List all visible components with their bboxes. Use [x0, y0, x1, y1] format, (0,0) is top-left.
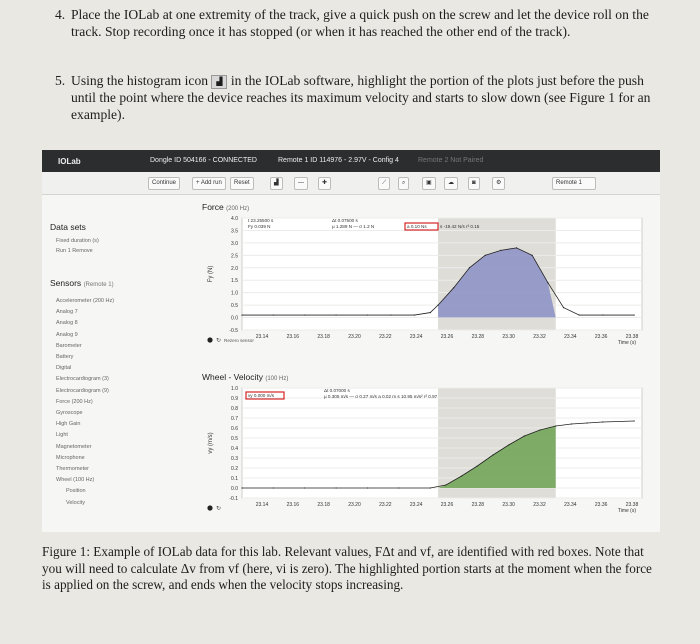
- caption-text: Example of IOLab data for this lab. Relevant values, FΔt and vf, are identified with red boxes. Note that you will need to calculate Δv from vf (here, vi is zero). The highlighted portion starts at the moment when the force is applied on the screw, and ends when the velocity stops increasing.: [42, 544, 652, 592]
- sensor-item[interactable]: Magnetometer: [56, 443, 92, 450]
- step-5: [55, 72, 665, 123]
- x-tick-label: 23.16: [286, 502, 300, 508]
- add-run-button[interactable]: + Add run: [192, 177, 226, 190]
- sensor-item[interactable]: Battery: [56, 354, 74, 360]
- data-point: [634, 314, 635, 315]
- sensor-item[interactable]: Gyroscope: [56, 410, 83, 416]
- data-point: [453, 287, 454, 288]
- x-tick-label: 23.18: [317, 502, 330, 508]
- sensor-item[interactable]: Barometer: [56, 342, 82, 349]
- data-point: [555, 425, 556, 426]
- data-point: [336, 314, 337, 315]
- data-point: [586, 422, 587, 423]
- sidebar: [42, 194, 192, 532]
- force-chart[interactable]: [202, 210, 652, 350]
- data-point: [273, 314, 274, 315]
- x-tick-label: 23.14: [255, 334, 269, 340]
- data-point: [532, 255, 533, 256]
- data-point: [367, 487, 368, 488]
- y-tick-label: 0.3: [231, 456, 238, 462]
- y-axis-label: Fy (N): [208, 265, 214, 283]
- x-tick-label: 23.30: [502, 502, 515, 508]
- app-toolbar: [42, 172, 660, 195]
- x-tick-label: 23.32: [533, 502, 546, 508]
- y-tick-label: 0.9: [231, 396, 238, 402]
- data-point: [304, 314, 305, 315]
- y-tick-label: 2.0: [231, 265, 238, 272]
- sensor-item[interactable]: Microphone: [56, 454, 85, 461]
- data-point: [563, 307, 564, 308]
- step-5-text-after: in the IOLab software, highlight the portion of the plots just before the push until the point where the device reaches its maximum velocity and starts to slow down (see Figure 1 for an example).: [71, 73, 651, 122]
- histogram-tool-icon[interactable]: ▟: [270, 177, 283, 190]
- x-tick-label: 23.22: [379, 334, 392, 340]
- data-point: [241, 487, 242, 488]
- step-5-number: 5.: [55, 73, 66, 88]
- data-point: [508, 444, 509, 445]
- velocity-title: Wheel - Velocity (100 Hz): [202, 372, 289, 382]
- data-point: [445, 484, 446, 485]
- sensor-item[interactable]: Accelerometer (200 Hz): [56, 298, 115, 304]
- y-tick-label: 0.5: [231, 436, 238, 442]
- x-tick-label: 23.24: [409, 502, 423, 508]
- remote2-status: Remote 2 Not Paired: [418, 157, 484, 164]
- zoom-icon[interactable]: ⌕: [398, 177, 409, 190]
- x-tick-label: 23.34: [564, 502, 577, 508]
- data-point: [485, 255, 486, 256]
- sensor-item[interactable]: Thermometer: [56, 466, 90, 472]
- data-point: [602, 314, 603, 315]
- y-tick-label: -0.5: [229, 328, 238, 334]
- sensor-item[interactable]: Force (200 Hz): [56, 398, 93, 405]
- data-point: [492, 454, 493, 455]
- data-point: [547, 282, 548, 283]
- x-tick-label: 23.36: [594, 502, 608, 508]
- x-tick-label: 23.14: [255, 502, 269, 508]
- histogram-icon: ▟: [211, 75, 227, 89]
- remote-select[interactable]: Remote 1: [552, 177, 596, 190]
- y-tick-label: 1.0: [231, 386, 238, 392]
- continue-button[interactable]: Continue: [148, 177, 180, 190]
- refresh-icon: ↻: [216, 337, 222, 344]
- data-point: [602, 421, 603, 422]
- settings-icon[interactable]: ⚙: [492, 177, 505, 190]
- y-tick-label: 0.0: [231, 315, 238, 322]
- step-4-text: Place the IOLab at one extremity of the track, give a quick push on the screw and let the device roll on the track. Stop recording once it has stopped (or when it has reached the other end of the track).: [71, 7, 649, 39]
- force-readout-slope: s -19.42 N/s r² 0.15: [440, 224, 480, 229]
- sensor-item[interactable]: Electrocardiogram (3): [56, 376, 109, 383]
- y-tick-label: 4.0: [231, 216, 238, 222]
- cloud-icon[interactable]: ☁: [444, 177, 458, 190]
- record-dot-icon: [207, 505, 212, 510]
- y-tick-label: 0.2: [231, 466, 238, 472]
- y-tick-label: 0.8: [231, 406, 238, 412]
- area-icon[interactable]: ⟋: [378, 177, 390, 190]
- x-tick-label: 23.20: [348, 502, 361, 508]
- x-tick-label: 23.28: [471, 502, 485, 508]
- force-title: Force (200 Hz): [202, 202, 250, 212]
- y-tick-label: -0.1: [229, 496, 238, 502]
- data-point: [539, 429, 540, 430]
- camera-icon[interactable]: ◙: [468, 177, 480, 190]
- flag-icon[interactable]: ▣: [422, 177, 436, 190]
- x-axis-label: Time (s): [617, 340, 636, 346]
- sensor-item[interactable]: Analog 8: [56, 320, 78, 327]
- x-tick-label: 23.36: [594, 334, 608, 340]
- x-tick-label: 23.30: [502, 334, 515, 340]
- y-tick-label: 3.0: [231, 240, 238, 247]
- sensor-item[interactable]: Wheel (100 Hz): [56, 477, 95, 484]
- step-5-text-before: Using the histogram icon: [71, 73, 209, 88]
- force-impulse-readout: a 0.10 Ns: [407, 224, 427, 229]
- data-point: [414, 314, 415, 315]
- data-point: [430, 312, 431, 313]
- sensor-item[interactable]: Velocity: [66, 499, 85, 506]
- step-5-text: [71, 72, 665, 123]
- y-tick-label: 0.1: [231, 476, 238, 482]
- data-point: [398, 487, 399, 488]
- dongle-status: Dongle ID 504166 - CONNECTED: [150, 157, 257, 164]
- data-point: [437, 305, 438, 306]
- data-point: [634, 420, 635, 421]
- velocity-chart[interactable]: [202, 380, 652, 518]
- data-point: [336, 487, 337, 488]
- y-tick-label: 0.0: [231, 486, 238, 492]
- data-point: [516, 247, 517, 248]
- sensor-item[interactable]: Position: [66, 488, 86, 495]
- caption-label: Figure 1:: [42, 544, 90, 559]
- refresh-icon: ↻: [216, 505, 222, 512]
- figure-caption: [42, 544, 660, 594]
- rezero-label: Rezero sensor: [224, 338, 254, 343]
- data-point: [500, 250, 501, 251]
- data-point: [430, 487, 431, 488]
- data-point: [367, 314, 368, 315]
- force-readout-value: Fy 0.039 N: [248, 224, 271, 229]
- data-point: [579, 314, 580, 315]
- velocity-readout-stats: μ 0.305 m/s — σ 0.27 m/s a 0.02 m s 10.95 m/s² r² 0.97: [324, 394, 438, 399]
- y-tick-label: 1.5: [231, 278, 238, 285]
- data-point: [469, 267, 470, 268]
- app-topbar: [42, 150, 660, 172]
- x-axis-label: Time (s): [617, 508, 636, 514]
- data-sets-heading: Data sets: [50, 222, 86, 232]
- iolab-screenshot: [42, 150, 660, 532]
- x-tick-label: 23.26: [440, 334, 454, 340]
- sensor-item[interactable]: Digital: [56, 365, 72, 372]
- line-tool-icon[interactable]: —: [294, 177, 308, 190]
- y-tick-label: 0.4: [231, 446, 238, 452]
- data-point: [477, 465, 478, 466]
- data-point: [571, 423, 572, 424]
- y-axis-label: vy (m/s): [208, 432, 214, 454]
- data-point: [304, 487, 305, 488]
- remote-status: Remote 1 ID 114976 - 2.97V - Config 4: [278, 157, 399, 164]
- record-dot-icon: [207, 337, 212, 342]
- x-tick-label: 23.28: [471, 334, 485, 340]
- sensor-item[interactable]: Analog 7: [56, 309, 78, 316]
- app-logo: IOLab: [58, 157, 81, 166]
- data-point: [390, 314, 391, 315]
- y-tick-label: 0.5: [231, 303, 238, 310]
- data-point: [461, 475, 462, 476]
- y-tick-label: 0.7: [231, 416, 238, 422]
- reset-button[interactable]: Reset: [230, 177, 254, 190]
- x-tick-label: 23.24: [409, 334, 423, 340]
- velocity-final-readout: vy 0.000 m/s: [248, 393, 275, 398]
- x-tick-label: 23.22: [379, 502, 392, 508]
- sensor-item[interactable]: High Gain: [56, 421, 81, 428]
- y-tick-label: 3.5: [231, 228, 238, 235]
- force-readout-mean: μ 1.289 N — σ 1.2 N: [332, 224, 375, 229]
- y-tick-label: 2.5: [231, 253, 238, 260]
- force-readout-dt: Δt 0.07500 s: [332, 218, 358, 223]
- x-tick-label: 23.38: [625, 502, 639, 508]
- sensors-heading: Sensors (Remote 1): [50, 278, 114, 288]
- run-duration: Fixed duration (s): [56, 238, 99, 244]
- step-4-number: 4.: [55, 7, 66, 22]
- x-tick-label: 23.26: [440, 502, 454, 508]
- data-point: [241, 314, 242, 315]
- x-tick-label: 23.32: [533, 334, 546, 340]
- force-readout-time: t 23.25500 s: [248, 218, 274, 223]
- velocity-readout-dt: Δt 0.07000 s: [324, 388, 350, 393]
- data-point: [524, 435, 525, 436]
- step-4: [55, 6, 665, 40]
- x-tick-label: 23.18: [317, 334, 330, 340]
- x-tick-label: 23.38: [625, 334, 639, 340]
- run-item[interactable]: Run 1 Remove: [56, 248, 93, 254]
- x-tick-label: 23.16: [286, 334, 300, 340]
- sensor-item[interactable]: Electrocardiogram (9): [56, 387, 109, 394]
- sensor-item[interactable]: Light: [56, 432, 68, 439]
- sensor-item[interactable]: Analog 9: [56, 331, 78, 338]
- x-tick-label: 23.34: [564, 334, 577, 340]
- crosshair-icon[interactable]: ✚: [318, 177, 331, 190]
- data-point: [273, 487, 274, 488]
- y-tick-label: 0.6: [231, 426, 238, 432]
- y-tick-label: 1.0: [231, 290, 238, 297]
- x-tick-label: 23.20: [348, 334, 361, 340]
